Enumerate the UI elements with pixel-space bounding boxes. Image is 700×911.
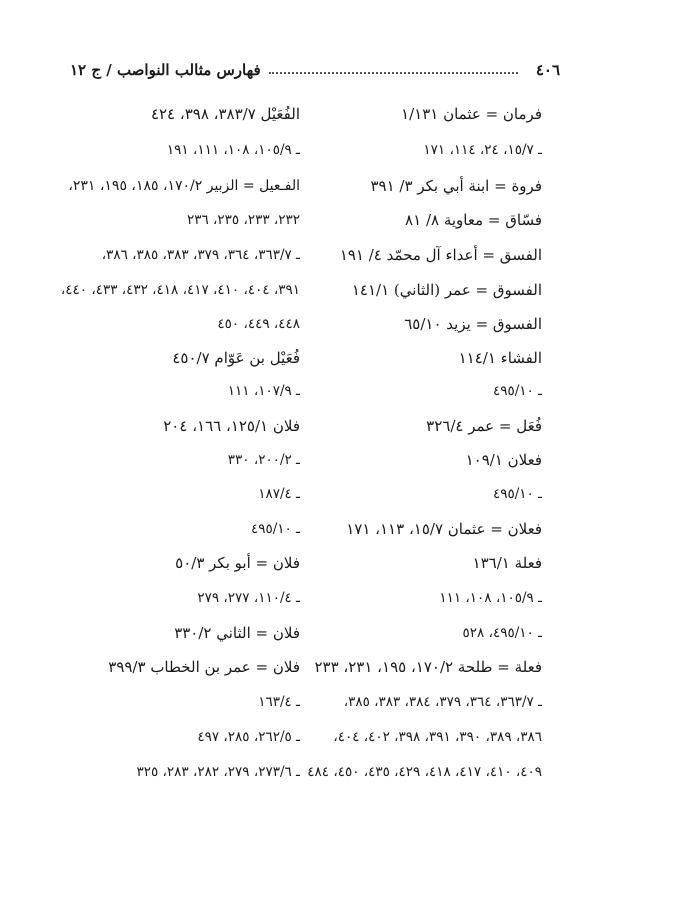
index-entry: ٣٨٦، ٣٨٩، ٣٩٠، ٣٩١، ٣٩٨، ٤٠٢، ٤٠٤، [333,729,542,745]
index-entry: ـ ٢٦٢/٥، ٢٨٥، ٤٩٧ [197,729,300,745]
index-entry: فرمان = عثمان ١/١٣١ [401,105,542,123]
index-entry: فروة = ابنة أبي بكر ٣/ ٣٩١ [370,177,542,195]
index-entry: ـ ١٦٣/٤ [258,694,300,710]
index-entry: فلان = عمر بن الخطاب ٣٩٩/٣ [108,658,300,676]
index-entry: الفشاء ١١٤/١ [458,349,542,367]
index-entry: ـ ٤٩٥/١٠ [250,521,300,537]
index-entry: فعلان = عثمان ١٥/٧، ١١٣، ١٧١ [346,520,542,538]
index-entry: ـ ١٠٧/٩، ١١١ [227,383,300,399]
index-entry: ـ ١١٠/٤، ٢٧٧، ٢٧٩ [197,590,300,606]
index-entry: فلان = أبو بكر ٥٠/٣ [175,554,300,572]
running-title: فهارس مثالب النواصب / ج ١٢ [70,61,261,79]
index-entry: ـ ١٥/٧، ٢٤، ١١٤، ١٧١ [423,142,542,158]
index-entry: الفسوق = يزيد ٦٥/١٠ [404,315,542,333]
index-entry: ـ ٤٩٥/١٠ [492,383,542,399]
index-entry: ـ ٤٩٥/١٠ [492,486,542,502]
index-entry: ـ ٢٧٣/٦، ٢٧٩، ٢٨٢، ٢٨٣، ٣٢٥ [136,764,300,780]
index-entry: فعلة = طلحة ١٧٠/٢، ١٩٥، ٢٣١، ٢٣٣ [314,658,542,676]
index-entry: ـ ٣٦٣/٧، ٣٦٤، ٣٧٩، ٣٨٣، ٣٨٥، ٣٨٦، [101,247,300,263]
index-entry: ٤٤٨، ٤٤٩، ٤٥٠ [217,316,300,332]
index-column-left [30,0,300,911]
index-entry: الفسق = أعداء آل محمّد ٤/ ١٩١ [339,246,542,264]
index-entry: الفُعَيْل ٣٨٣/٧، ٣٩٨، ٤٢٤ [150,105,300,123]
index-entry: فسّاق = معاوية ٨/ ٨١ [405,211,542,229]
index-entry: ٣٩١، ٤٠٤، ٤١٠، ٤١٧، ٤١٨، ٤٣٢، ٤٣٣، ٤٤٠، [60,282,300,298]
index-entry: فلان ١٢٥/١، ١٦٦، ٢٠٤ [163,417,300,435]
index-entry: ـ ٣٦٣/٧، ٣٦٤، ٣٧٩، ٣٨٤، ٣٨٣، ٣٨٥، [343,694,542,710]
index-entry: ـ ١٠٥/٩، ١٠٨، ١١١ [439,590,542,606]
index-entry: الفـعيل = الزبير ١٧٠/٢، ١٨٥، ١٩٥، ٢٣١، [68,178,300,194]
index-entry: فلان = الثاني ٣٣٠/٢ [174,624,300,642]
index-entry: ـ ٤٩٥/١٠، ٥٢٨ [462,625,542,641]
index-entry: فعلان ١٠٩/١ [465,451,542,469]
index-column-right [307,0,542,911]
index-entry: فُعَل = عمر ٣٢٦/٤ [426,417,542,435]
index-entry: فعلة ١٣٦/١ [472,554,542,572]
index-entry: ـ ٢٠٠/٢، ٣٣٠ [227,452,300,468]
index-entry: ٤٠٩، ٤١٠، ٤١٧، ٤١٨، ٤٢٩، ٤٣٥، ٤٥٠، ٤٨٤ [307,764,542,780]
page-number: ٤٠٦ [535,61,560,79]
index-entry: ٢٣٢، ٢٣٣، ٢٣٥، ٢٣٦ [186,212,300,228]
index-entry: فُعَيْل بن عَوّام ٤٥٠/٧ [172,349,300,367]
index-entry: ـ ١٨٧/٤ [258,486,300,502]
index-entry: ـ ١٠٥/٩، ١٠٨، ١١١، ١٩١ [166,142,300,158]
index-entry: الفسوق = عمر (الثاني) ١٤١/١ [351,281,542,299]
